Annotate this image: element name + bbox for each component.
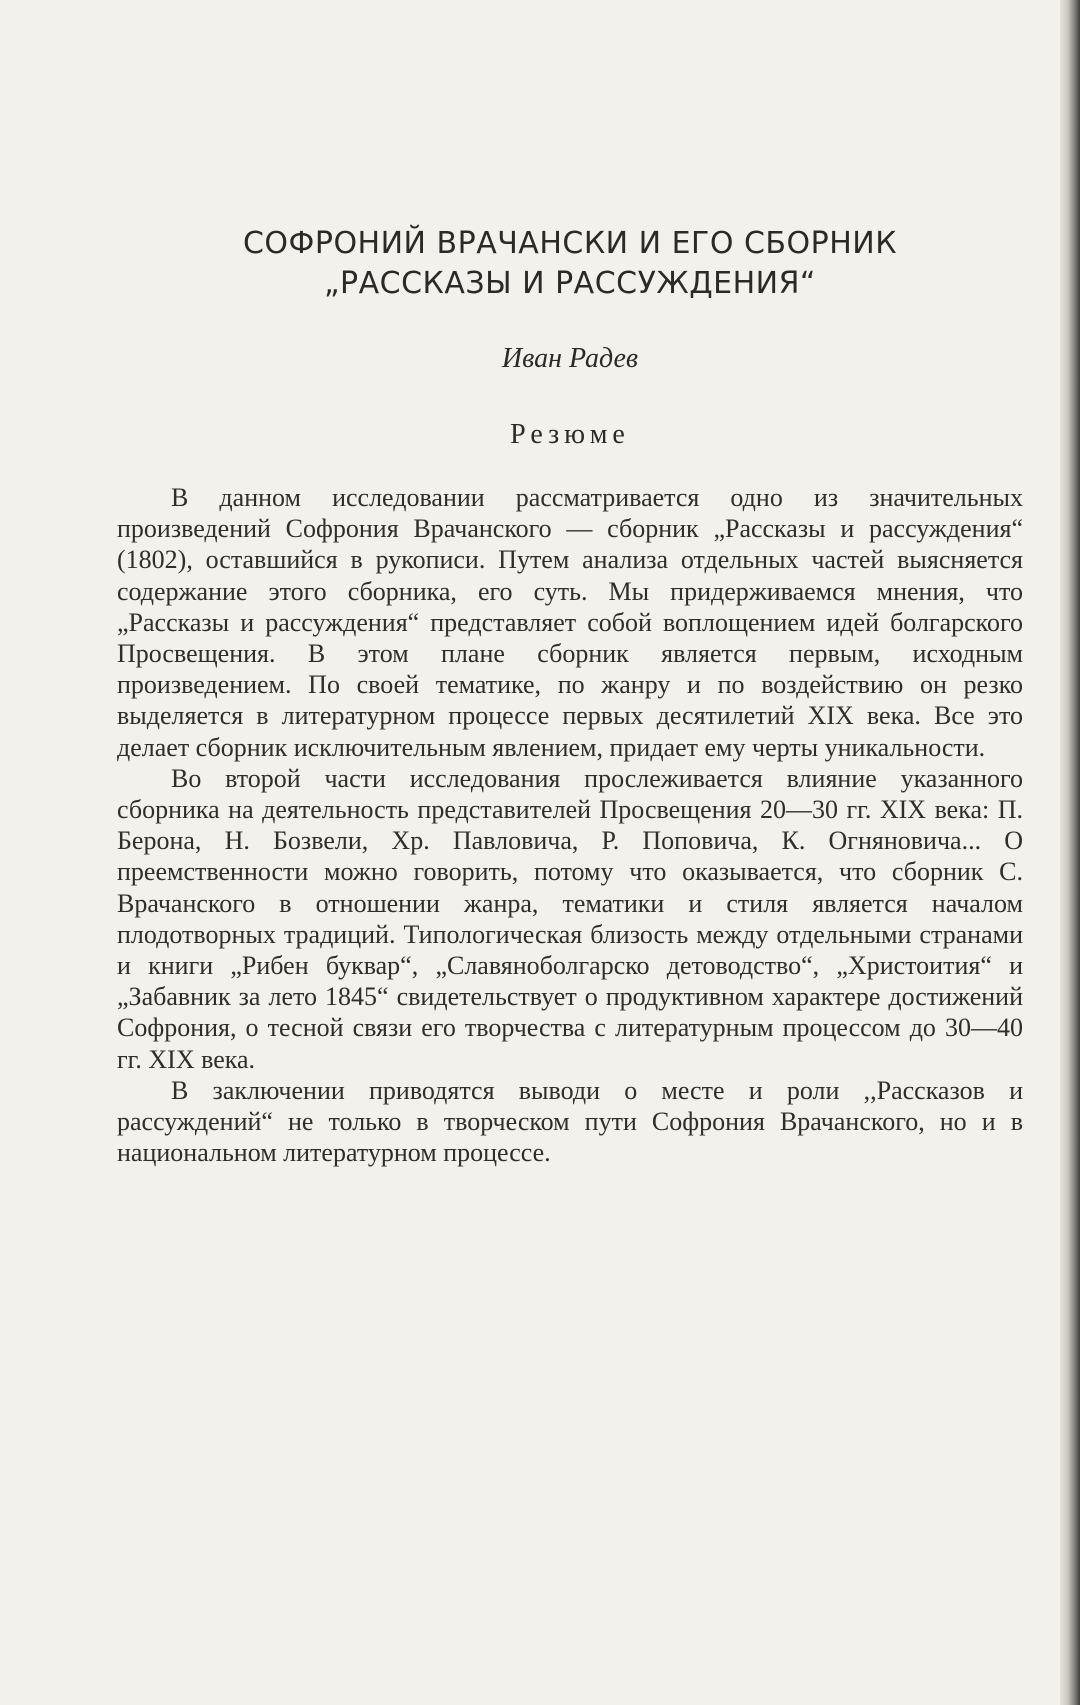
- article-title-line-1: СОФРОНИЙ ВРАЧАНСКИ И ЕГО СБОРНИК: [242, 226, 898, 261]
- summary-body: [117, 482, 1023, 1168]
- paragraph-1: В данном исследовании рассматривается одно из значительных произведений Софрония Врачанского — сборник „Рассказы и рассуждения“ (1802), оставшийся в рукописи. Путем анализа отдельных частей выясняется содержание этого сборника, его суть. Мы придерживаемся мнения, что „Рассказы и рассуждения“ представляет собой воплощением идей болгарского Просвещения. В этом плане сборник является первым, исходным произведением. По своей тематике, по жанру и по воздействию он резко выделяется в литературном процессе первых десятилетий XIX века. Все это делает сборник исключительным явлением, придает ему черты уникальности.: [117, 483, 1023, 762]
- article-title-line-2: „РАССКАЗЫ И РАССУЖДЕНИЯ“: [324, 266, 816, 301]
- paragraph-2: Во второй части исследования прослеживается влияние указанного сборника на деятельность представителей Просвещения 20—30 гг. XIX века: П. Берона, Н. Бозвели, Хр. Павловича, Р. Поповича, К. Огняновича... О преемственности можно говорить, потому что оказывается, что сборник С. Врачанского в отношении жанра, тематики и стиля является началом плодотворных традиций. Типологическая близость между отдельными странами и книги „Рибен буквар“, „Славяноболгарско детоводство“, „Христоития“ и „Забавник за лето 1845“ свидетельствует о продуктивном характере достижений Софрония, о тесной связи его творчества с литературным процессом до 30—40 гг. XIX века.: [117, 763, 1023, 1074]
- page-edge-shadow: [1060, 0, 1080, 1705]
- section-heading: Резюме: [510, 419, 630, 450]
- article-title: [117, 224, 1023, 304]
- paragraph-3: В заключении приводятся выводи о месте и роли ,,Рассказов и рассуждений“ не только в творческом пути Софрония Врачанского, но и в национальном литературном процессе.: [117, 1075, 1023, 1168]
- page-content: [117, 0, 1023, 1168]
- author-name: Иван Радев: [501, 343, 639, 374]
